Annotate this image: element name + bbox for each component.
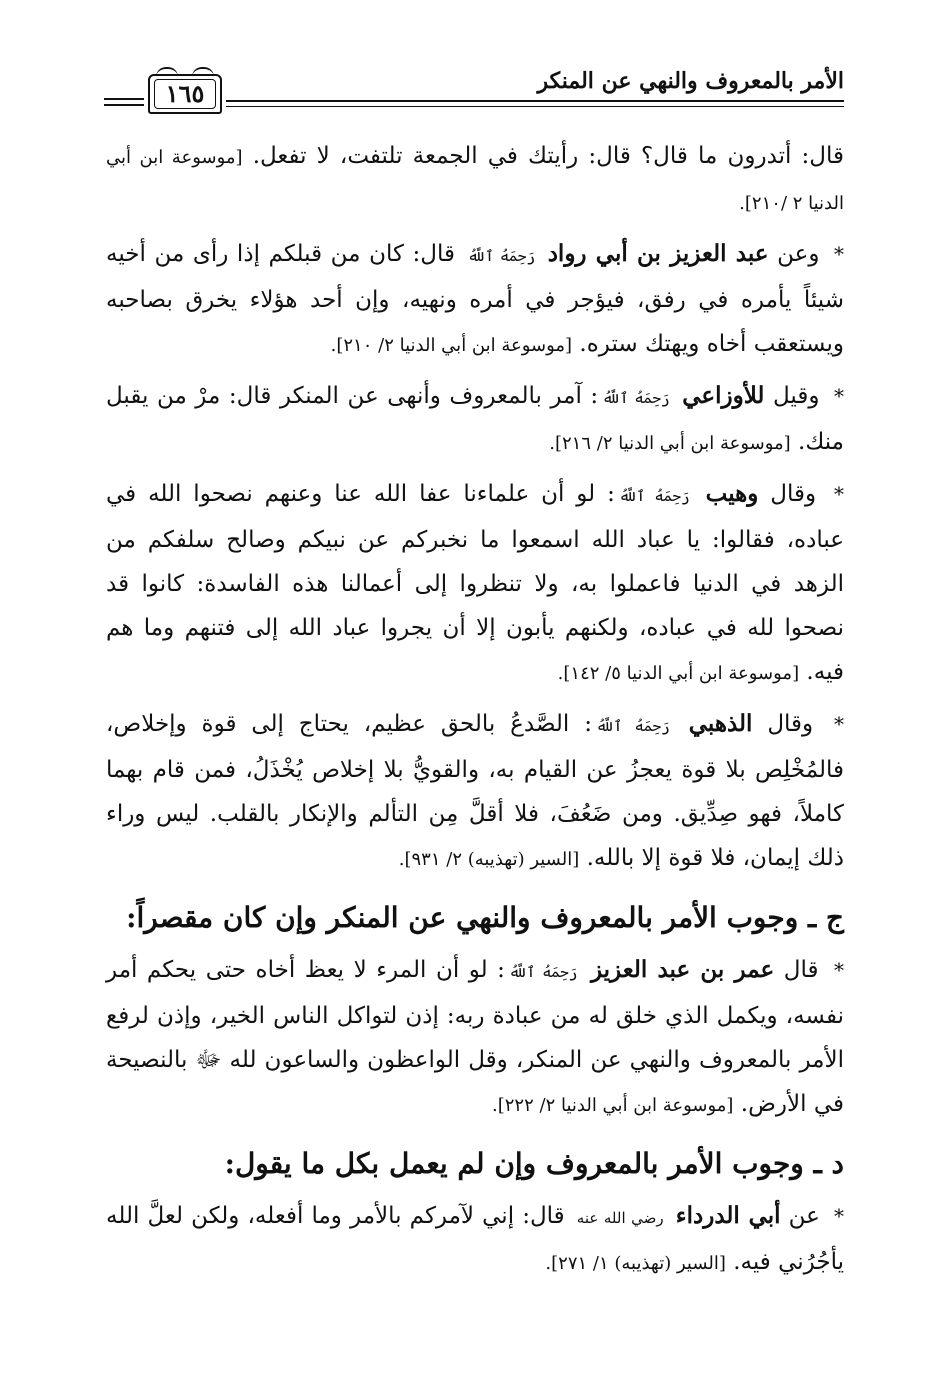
header-rule	[226, 100, 844, 102]
honorific-glyph: رَحِمَهُ ٱللَّهُ	[602, 389, 670, 407]
running-title: الأمر بالمعروف والنهي عن المنكر	[537, 68, 844, 94]
citation: [موسوعة ابن أبي الدنيا ٥/ ١٤٢].	[557, 663, 800, 684]
scholar-name: الذهبي	[688, 710, 753, 737]
scholar-name: عبد العزيز بن أبي رواد	[547, 240, 769, 267]
paragraph-4	[106, 472, 844, 696]
scholar-name: عمر بن عبد العزيز	[590, 956, 775, 983]
paragraph-text: : لو أن المرء لا يعظ أخاه حتى يحكم أمر نفسه، ويكمل الذي خلق له من عبادة ربه: إذن لتواكل الناس الخير، وإذن لرفع الأمر بالمعروف والنهي عن المنكر، وقل الواعظون والساعون لله ﷻ بالنصيحة في الأرض.	[106, 957, 844, 1117]
page-number-frame	[148, 74, 222, 114]
paragraph-3	[106, 374, 844, 466]
paragraph-lead: وقال	[770, 481, 817, 507]
header-rule	[104, 98, 144, 100]
paragraph-lead: وقال	[767, 711, 814, 737]
header-rule	[226, 106, 844, 107]
paragraph-text: قال: أتدرون ما قال؟ قال: رأيتك في الجمعة تلتفت، لا تفعل.	[252, 143, 845, 169]
honorific-glyph: رَحِمَهُ ٱللَّهُ	[618, 487, 690, 505]
section-heading-d: د ـ وجوب الأمر بالمعروف وإن لم يعمل بكل ما يقول:	[224, 1147, 844, 1180]
citation: [السير (تهذيبه) ٢/ ٩٣١].	[398, 849, 580, 870]
star-bullet: *	[834, 958, 845, 982]
scholar-name: وهيب	[705, 480, 759, 507]
citation: [موسوعة ابن أبي الدنيا ٢/ ٢٢٢].	[492, 1095, 734, 1116]
paragraph-j	[106, 948, 844, 1128]
section-heading-j: ج ـ وجوب الأمر بالمعروف والنهي عن المنكر وإن كان مقصراً:	[126, 901, 844, 934]
star-bullet: *	[834, 712, 845, 736]
paragraph-2	[106, 232, 844, 368]
star-bullet: *	[834, 482, 845, 506]
scholar-name: للأوزاعي	[682, 382, 765, 409]
paragraph-text: : الصَّدعُ بالحق عظيم، يحتاج إلى قوة وإخلاص، فالمُخْلِص بلا قوة يعجزُ عن القيام به، والقويُّ بلا إخلاص يُخْذَلُ، فمن قام بهما كاملاً، فهو صِدِّيق. ومن ضَعُفَ، فلا أقلَّ مِن التألم والإنكار بالقلب. ليس وراء ذلك إيمان، فلا قوة إلا بالله.	[106, 711, 844, 871]
scholar-name: أبي الدرداء	[675, 1202, 781, 1229]
paragraph-d	[106, 1194, 844, 1286]
page-body	[106, 134, 844, 1292]
paragraph-text: : لو أن علماءنا عفا الله عنا وعنهم نصحوا الله في عباده، فقالوا: يا عباد الله اسمعوا ما نخبركم عن نبيكم وصالح سلفكم من الزهد في الدنيا فاعملوا به، ولا تنظروا إلى أعمالنا هذه الفاسدة: كانوا قد نصحوا لله في عباده، ولكنهم يأبون إلا أن يجروا عباد الله إلى فتنهم وما هم فيه.	[106, 481, 844, 685]
frame-ornament	[192, 67, 214, 77]
frame-ornament	[156, 67, 178, 77]
paragraph-text: قال: كان من قبلكم إذا رأى من أخيه شيئاً يأمره في رفق، فيؤجر في أمره ونهيه، وإن أحد هؤلاء يخرق بصاحبه ويستعقب أخاه ويهتك ستره.	[106, 241, 844, 357]
header-rule	[104, 104, 144, 106]
citation: [موسوعة ابن أبي الدنيا ٢ /٢١٠].	[106, 147, 844, 214]
paragraph-lead: عن	[788, 1203, 820, 1229]
honorific-glyph: رَحِمَهُ ٱللَّهُ	[467, 247, 536, 265]
citation: [موسوعة ابن أبي الدنيا ٢/ ٢١٠].	[330, 335, 573, 356]
honorific-glyph: رضي الله عنه	[576, 1209, 664, 1227]
paragraph-lead: وعن	[777, 241, 820, 267]
citation: [السير (تهذيبه) ١/ ٢٧١].	[545, 1253, 726, 1274]
honorific-glyph: رَحِمَهُ ٱللَّهُ	[595, 717, 670, 735]
paragraph-text: : آمر بالمعروف وأنهى عن المنكر قال: مرْ من يقبل منك.	[106, 383, 844, 455]
star-bullet: *	[834, 384, 844, 408]
paragraph-1	[106, 134, 844, 226]
paragraph-lead: قال	[783, 957, 819, 983]
honorific-glyph: رَحِمَهُ ٱللَّهُ	[508, 963, 578, 981]
paragraph-lead: وقيل	[772, 383, 820, 409]
paragraph-5	[106, 702, 844, 882]
page-number: ١٦٥	[165, 79, 205, 108]
paragraph-text: قال: إني لآمركم بالأمر وما أفعله، ولكن لعلَّ الله يأجُرُني فيه.	[106, 1203, 844, 1275]
citation: [موسوعة ابن أبي الدنيا ٢/ ٢١٦].	[549, 433, 791, 454]
star-bullet: *	[834, 1204, 845, 1228]
star-bullet: *	[834, 242, 845, 266]
